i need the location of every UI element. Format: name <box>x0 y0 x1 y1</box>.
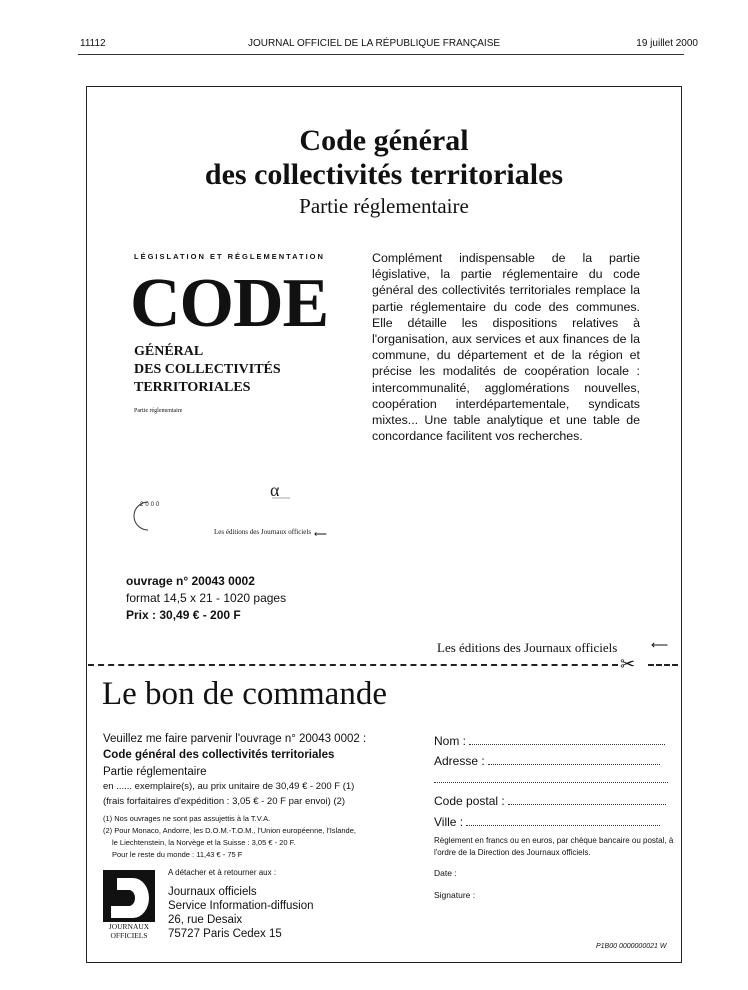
signature-label[interactable]: Signature : <box>434 890 476 900</box>
name-field[interactable] <box>434 734 665 748</box>
postal-code-field[interactable] <box>434 794 666 808</box>
ad-title-line2: des collectivités territoriales <box>204 158 564 191</box>
footnote-1: (1) Nos ouvrages ne sont pas assujettis à la T.V.A. <box>103 814 271 823</box>
product-price: Prix : 30,49 € - 200 F <box>126 608 241 622</box>
svg-text:α: α <box>270 480 280 500</box>
address-line2: Service Information-diffusion <box>168 900 314 912</box>
cover-editions: Les éditions des Journaux officiels <box>214 528 312 536</box>
postal-code-label: Code postal : <box>434 794 505 808</box>
address-line3: 26, rue Desaix <box>168 914 243 926</box>
publisher-line: Les éditions des Journaux officiels <box>437 640 618 655</box>
address-line4: 75727 Paris Cedex 15 <box>168 928 282 940</box>
footnote-2-world: Pour le reste du monde : 11,43 € - 75 F <box>112 850 243 859</box>
cover-code-word: CODE <box>130 265 329 342</box>
address-field[interactable] <box>434 754 660 768</box>
city-label: Ville : <box>434 815 464 829</box>
cover-year: 2000 <box>140 502 162 508</box>
payment-note: Règlement en francs ou en euros, par chèque bancaire ou postal, à l'ordre de la Direction des Journaux officiels. <box>434 836 674 857</box>
postal-code-input[interactable] <box>508 794 666 805</box>
cut-line <box>88 664 618 666</box>
detach-instruction: A détacher et à retourner aux : <box>168 868 277 877</box>
footnote-2-cont: le Liechtenstein, la Norvège et la Suisse : 3,05 € - 20 F. <box>112 838 296 847</box>
cover-kicker: LÉGISLATION ET RÉGLEMENTATION <box>134 252 325 261</box>
cut-line-end <box>648 664 678 666</box>
svg-text:OFFICIELS: OFFICIELS <box>110 931 148 940</box>
svg-text:JOURNAUX: JOURNAUX <box>108 922 150 931</box>
order-line-shipping: (frais forfaitaires d'expédition : 3,05 € - 20 F par envoi) (2) <box>103 796 346 807</box>
product-number: ouvrage n° 20043 0002 <box>126 574 255 588</box>
address-line1: Journaux officiels <box>168 886 257 898</box>
address-label: Adresse : <box>434 754 485 768</box>
cover-line2: DES COLLECTIVITÉS <box>134 362 281 377</box>
name-label: Nom : <box>434 734 467 748</box>
cover-publisher-logo-icon <box>268 480 292 500</box>
cover-line3: TERRITORIALES <box>134 380 251 395</box>
cover-subtitle: Partie réglementaire <box>134 408 183 414</box>
cover-line1: GÉNÉRAL <box>134 344 204 359</box>
order-line-quantity[interactable]: en ...... exemplaire(s), au prix unitaire de 30,49 € - 200 F (1) <box>103 781 355 792</box>
issue-date: 19 juillet 2000 <box>636 38 698 49</box>
city-input[interactable] <box>466 815 660 826</box>
footnote-2: (2) Pour Monaco, Andorre, les D.O.M.-T.O.M., l'Union européenne, l'Islande, <box>103 826 356 835</box>
order-line-book: Code général des collectivités territoriales <box>103 749 335 761</box>
order-line-request: Veuillez me faire parvenir l'ouvrage n° 20043 0002 : <box>103 733 367 745</box>
address-input[interactable] <box>488 754 660 765</box>
ad-description: Complément indispensable de la partie législative, la partie réglementaire du code général des collectivités territoriales remplace la partie réglementaire du code des communes. Elle détaille les dispositions relatives à l'organisation, aux services et aux finances de la commune, du département et de la région et précise les modalités de coopération locale : intercommunalité, agglomérations nouvelles, coopération interdépartementale, syndicats mixtes... Une table analytique et une table de concordance facilitent vos recherches. <box>372 251 640 444</box>
header-rule <box>78 54 684 55</box>
product-format: format 14,5 x 21 - 1020 pages <box>126 591 287 605</box>
ad-title-line1: Code général <box>299 124 469 157</box>
city-field[interactable] <box>434 815 660 829</box>
date-label[interactable]: Date : <box>434 868 457 878</box>
journaux-officiels-logo-icon <box>103 870 155 940</box>
order-form-title: Le bon de commande <box>102 676 387 712</box>
order-line-part: Partie réglementaire <box>103 766 207 778</box>
address-line2-input[interactable] <box>434 782 668 783</box>
ad-subtitle: Partie réglementaire <box>299 194 469 218</box>
name-input[interactable] <box>469 734 665 745</box>
cover-arrow-icon: ⟵ <box>314 529 327 539</box>
reference-code: P1B00 0000000021 W <box>596 943 667 950</box>
scissors-icon: ✂ <box>620 654 636 674</box>
page-number: 11112 <box>80 38 106 49</box>
arrow-left-icon: ⟵ <box>651 638 669 652</box>
book-cover <box>126 248 356 548</box>
journal-title: JOURNAL OFFICIEL DE LA RÉPUBLIQUE FRANÇAISE <box>247 38 501 49</box>
